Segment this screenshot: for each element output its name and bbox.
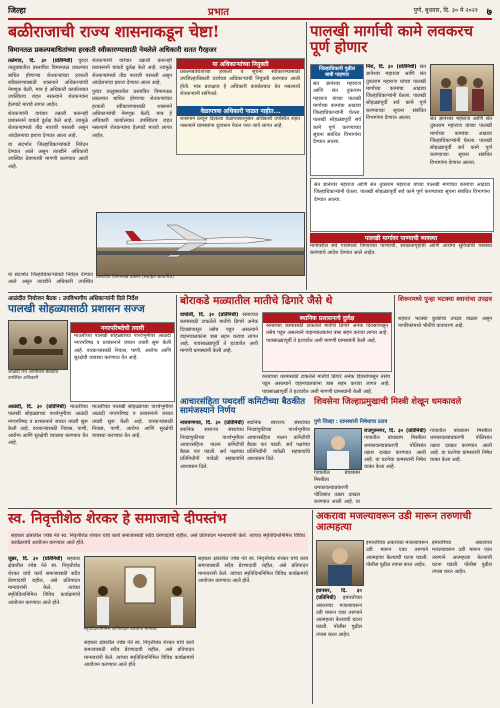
story7-byline: जुन्नर, दि. ३० (प्रतिनिधी) bbox=[8, 556, 63, 562]
story2-col2: संत ज्ञानेश्वर महाराज आणि संत तुकाराम महाराज यांच्या पालखी मार्गाच्या कामांचा आढावा जिल्हाधिकाऱ्यांनी घेतला. पालखी सोहळ्यापूर्वी सर्व कामे पूर्ण करण्याच्या सूचना संबंधित विभागांना देण्यात आल्या. bbox=[430, 116, 492, 166]
story1-box2-text: शासनाने ठरवून दिलेल्या वेळापत्रकानुसार अधिकारी उपस्थित राहत नसल्याने ग्रामस्थांना दूरवरून येऊन परत जावे लागत आहे. bbox=[180, 116, 300, 130]
story1-body3: या संदर्भात जिल्हाधिकाऱ्यांकडे निवेदन देण्यात आले असून तातडीने अधिकारी उपस्थित ठेवण्याची मागणी करण्यात आली आहे. bbox=[8, 141, 88, 170]
issue-date: पुणे, बुधवार, दि. ३० मे २०२१ bbox=[413, 7, 478, 14]
story7-body: सहकार क्षेत्रातील ज्येष्ठ नेते स्व. निवृत्तीशेठ शेरकर यांचे कार्य समाजासाठी सदैव प्रेरणादायी राहील, असे प्रतिपादन मान्यवरांनी केले. त्यांच्या स्मृतिदिनानिमित्त विविध कार्यक्रमांचे आयोजन करण्यात आले होते. bbox=[8, 556, 80, 606]
story1-box-title: या अधिकाऱ्यांच्या नियुक्ती bbox=[177, 59, 304, 69]
story2-side-box bbox=[310, 64, 364, 176]
story6-col2: गावातील बांधकाम मिस्त्रीला धमकावल्याप्रकरणी पोलिसांत तक्रार दाखल करण्यात आली आहे. या घटनेचा ग्रामस्थांनी निषेध व्यक्त केला आहे. bbox=[430, 428, 492, 463]
story7-photo bbox=[84, 556, 196, 628]
portrait-icon bbox=[315, 429, 361, 469]
story6-byline: राजगुरुनगर, दि. ३० (प्रतिनिधी) bbox=[364, 428, 426, 434]
story6-kicker: पुणे जिल्हा : ग्रामस्थांनी निषेधाचा ठराव bbox=[314, 419, 388, 425]
story5-body: स्थानिक स्वराज्य संस्थांच्या निवडणुकीच्या पार्श्वभूमीवर आचारसंहिता पालन कमिटीची बैठक पार पडली. सर्व पक्षांच्या प्रतिनिधींनी यावेळी सहकार्याचे आश्वासन दिले. bbox=[180, 427, 244, 470]
story1-tail: या संदर्भात जिल्हाधिकाऱ्यांकडे निवेदन देण्यात आले असून तातडीने अधिकारी उपस्थित bbox=[8, 272, 93, 286]
column-divider-3 bbox=[394, 295, 395, 393]
story4-box-text: रस्त्याच्या कामासाठी टाकलेले मातीचे ढिगारे अनेक दिवसांपासून तसेच पडून असल्याने वाहनचालकांना त्रास सहन करावा लागत आहे. पावसाळ्यापूर्वी ते हटवावेत अशी मागणी ग्रामस्थांनी केली आहे. bbox=[266, 323, 388, 344]
story2-box3-text: मार्गावरील सर्व गावांमध्ये पिण्याच्या पाण्याची, स्वच्छतागृहांची आणि आरोग्य सुविधांची व्यवस्था करण्याचे आदेश देण्यात आले आहेत. bbox=[310, 243, 492, 257]
airport-photo-caption: प्रस्तावित विमानतळ प्रकल्प (संग्रहित छायाचित्र) bbox=[96, 275, 174, 280]
story1-headline: बळीराजाची राज्य शासनाकडून चेष्टा! bbox=[8, 22, 220, 41]
story1-body2: शेतकऱ्यांनी वारंवार तक्रारी करूनही प्रशासनाने याकडे दुर्लक्ष केले आहे. त्यामुळे शेतकऱ्यांमध्ये तीव्र नाराजी पसरली असून आंदोलनाचा इशारा देण्यात आला आहे. bbox=[8, 110, 88, 139]
story1-col1 bbox=[8, 58, 88, 268]
story7-col2: सहकार क्षेत्रातील ज्येष्ठ नेते स्व. निवृत्तीशेठ शेरकर यांचे कार्य समाजासाठी सदैव प्रेरणादायी राहील, असे प्रतिपादन मान्यवरांनी केले. त्यांच्या स्मृतिदिनानिमित्त विविध कार्यक्रमांचे आयोजन करण्यात आले होते. bbox=[198, 556, 308, 584]
story3-box-text: माउलींच्या पालखी सोहळ्याच्या पार्श्वभूमीवर आळंदी नगरपरिषद व प्रशासनाने जय्यत तयारी सुरू केली आहे. वारकऱ्यांसाठी निवास, पाणी, आरोग्य आणि सुरक्षेची व्यवस्था करण्यात येत आहे. bbox=[74, 333, 171, 361]
story6-photo bbox=[314, 428, 362, 470]
story7-highlight-text: सहकार क्षेत्रातील ज्येष्ठ नेते स्व. निवृत्तीशेठ शेरकर यांचे कार्य समाजासाठी सदैव प्रेरणादायी राहील, असे प्रतिपादन मान्यवरांनी केले. त्यांच्या स्मृतिदिनानिमित्त विविध कार्यक्रमांचे आयोजन करण्यात आले होते. bbox=[11, 533, 305, 547]
story8-col2: इमारतीच्या अकराव्या मजल्यावरून उडी मारून एका तरुणाने आत्महत्या केल्याची घटना घडली. पोलीस पुढील तपास करत आहेत. bbox=[432, 540, 492, 575]
story1-byline: तळेगाव, दि. ३० (प्रतिनिधी) bbox=[8, 58, 73, 64]
story4-box-title: स्थानिक प्रशासनाचे दुर्लक्ष bbox=[263, 313, 391, 323]
story8-col1: इमारतीच्या अकराव्या मजल्यावरून उडी मारून एका तरुणाने आत्महत्या केल्याची घटना घडली. पोलीस पुढील तपास करत आहेत. bbox=[366, 540, 428, 568]
story3-col2: माउलींच्या पालखी सोहळ्याच्या पार्श्वभूमीवर आळंदी नगरपरिषद व प्रशासनाने जय्यत तयारी सुरू केली आहे. वारकऱ्यांसाठी निवास, पाणी, आरोग्य आणि सुरक्षेची व्यवस्था करण्यात येत आहे. bbox=[92, 404, 173, 439]
story5-byline: नारायणगाव, दि. ३० (प्रतिनिधी) bbox=[180, 420, 244, 426]
column-divider-4 bbox=[312, 510, 313, 704]
story7-headline: स्व. निवृत्तीशेठ शेरकर हे समाजाचे दीपस्तंभ bbox=[8, 511, 227, 527]
airport-photo bbox=[96, 212, 305, 276]
story4-col1 bbox=[180, 312, 258, 392]
story7-caption: स्मृतिदिनानिमित्त अभिवादन करताना मान्यवर bbox=[84, 627, 157, 632]
story1-subhead: विमानतळ प्रकल्पबाधितांच्या हरकती स्वीकारण्यासाठी नेमलेले अधिकारी सतत गैरहजर bbox=[8, 46, 217, 54]
story3-col1 bbox=[8, 404, 88, 504]
story1-box2-title: वेळापत्रक अधिकारी पाळत नाहीत... bbox=[177, 106, 304, 116]
people-icon bbox=[431, 65, 493, 115]
story1-box-text: प्रकल्पबाधितांच्या हरकती व सूचना स्वीकारण्यासाठी उपजिल्हाधिकारी दर्जाच्या अधिकाऱ्यांची नियुक्ती करण्यात आली होती. मात्र प्रत्यक्षात हे अधिकारी कार्यालयात येत नसल्याचे शेतकऱ्यांनी सांगितले. bbox=[180, 69, 300, 97]
story4-body: रस्त्याच्या कामासाठी टाकलेले मातीचे ढिगारे अनेक दिवसांपासून तसेच पडून असल्याने वाहनचालकांना त्रास सहन करावा लागत आहे. पावसाळ्यापूर्वी ते हटवावेत अशी मागणी ग्रामस्थांनी केली आहे. bbox=[180, 312, 258, 355]
story5-col1 bbox=[180, 420, 244, 504]
story3-caption: आळंदी येथे आयोजित बैठकीत उपस्थित अधिकारी bbox=[8, 370, 59, 381]
story4-byline: वाघोली, दि. ३० (प्रतिनिधी) bbox=[180, 312, 239, 318]
masthead bbox=[8, 4, 492, 20]
story2-box-title: जिल्हाधिकारी पुढील बाबी पाहणार bbox=[311, 65, 363, 79]
row-divider-2 bbox=[8, 508, 492, 509]
story9-headline: शिरूरमध्ये पुन्हा भटक्या श्वानांचा उपद्रव bbox=[398, 295, 492, 303]
story2-body: संत ज्ञानेश्वर महाराज आणि संत तुकाराम महाराज यांच्या पालखी मार्गाच्या कामांचा आढावा जिल्हाधिकाऱ्यांनी घेतला. पालखी सोहळ्यापूर्वी सर्व कामे पूर्ण करण्याच्या सूचना संबंधित विभागांना देण्यात आल्या. bbox=[366, 64, 426, 121]
page-number: ७ bbox=[486, 7, 492, 18]
story4-col2: रस्त्याच्या कामासाठी टाकलेले मातीचे ढिगारे अनेक दिवसांपासून तसेच पडून असल्याने वाहनचालकांना त्रास सहन करावा लागत आहे. पावसाळ्यापूर्वी ते हटवावेत अशी मागणी ग्रामस्थांनी केली आहे. bbox=[262, 374, 390, 394]
story3-byline: आळंदी, दि. ३० (प्रतिनिधी) bbox=[8, 404, 67, 410]
story6-col1 bbox=[364, 428, 426, 504]
story5-col2: स्थानिक स्वराज्य संस्थांच्या निवडणुकीच्या पार्श्वभूमीवर आचारसंहिता पालन कमिटीची बैठक पार पडली. सर्व पक्षांच्या प्रतिनिधींनी यावेळी सहकार्याचे आश्वासन दिले. bbox=[247, 420, 310, 463]
column-divider bbox=[306, 22, 307, 290]
story1-col2 bbox=[92, 58, 172, 208]
row-divider-1 bbox=[8, 292, 492, 293]
story7-col1 bbox=[8, 556, 80, 702]
story2-headline: पालखी मार्गाची कामे लवकरच पूर्ण होणार bbox=[310, 22, 474, 56]
paper-logo: प्रभात bbox=[208, 7, 230, 18]
column-divider-2 bbox=[176, 295, 177, 505]
story2-byline: निरा, दि. ३० (प्रतिनिधी) bbox=[366, 64, 417, 70]
story2-box3-title: पालखी मार्गावर पाण्याची व्यवस्था bbox=[310, 233, 492, 243]
story5-headline: आचारसंहिता पथदर्शी कमिटीच्या बैठकीत सामंजस्याने निर्णय bbox=[180, 397, 306, 416]
airplane-icon bbox=[97, 213, 304, 275]
story1-body1: पुरंदर तालुक्यातील प्रस्तावित विमानतळ प्रकल्पात बाधित होणाऱ्या शेतकऱ्यांच्या हरकती स्वीकारण्यासाठी शासनाने अधिकाऱ्यांची नेमणूक केली, मात्र हे अधिकारी कार्यालयात उपस्थितच राहत नसल्याने शेतकऱ्यांना हेलपाटे मारावे लागत आहेत. bbox=[8, 58, 88, 108]
story7-col3: सहकार क्षेत्रातील ज्येष्ठ नेते स्व. निवृत्तीशेठ शेरकर यांचे कार्य समाजासाठी सदैव प्रेरणादायी राहील, असे प्रतिपादन मान्यवरांनी केले. त्यांच्या स्मृतिदिनानिमित्त विविध कार्यक्रमांचे आयोजन करण्यात आले होते. bbox=[84, 640, 194, 668]
story2-col1 bbox=[366, 64, 426, 174]
officials-photo bbox=[430, 64, 494, 116]
story1-body1-cont: पुरंदर तालुक्यातील प्रस्तावित विमानतळ प्रकल्पात बाधित होणाऱ्या शेतकऱ्यांच्या हरकती स्वीकारण्यासाठी शासनाने अधिकाऱ्यांची नेमणूक केली, मात्र हे अधिकारी कार्यालयात उपस्थितच राहत नसल्याने शेतकऱ्यांना हेलपाटे मारावे लागत आहेत. bbox=[92, 89, 172, 139]
story7-highlight-band bbox=[8, 530, 308, 552]
section-label: जिल्हा bbox=[8, 6, 26, 15]
story4-box bbox=[262, 312, 392, 372]
story8-col0 bbox=[316, 588, 362, 702]
story8-photo bbox=[316, 540, 364, 586]
story3-box bbox=[70, 322, 175, 402]
story1-body2-cont: शेतकऱ्यांनी वारंवार तक्रारी करूनही प्रशासनाने याकडे दुर्लक्ष केले आहे. त्यामुळे शेतकऱ्यांमध्ये तीव्र नाराजी पसरली असून आंदोलनाचा इशारा देण्यात आला आहे. bbox=[92, 58, 172, 86]
story2-box-text: संत ज्ञानेश्वर महाराज आणि संत तुकाराम महाराज यांच्या पालखी मार्गाच्या कामांचा आढावा जिल्हाधिकाऱ्यांनी घेतला. पालखी सोहळ्यापूर्वी सर्व कामे पूर्ण करण्याच्या सूचना संबंधित विभागांना देण्यात आल्या. bbox=[313, 81, 361, 145]
story2-bullets bbox=[310, 178, 494, 232]
story9-body: शहरात भटक्या कुत्र्यांचा उपद्रव वाढला असून नागरिकांमध्ये भीतीचे वातावरण आहे. bbox=[398, 316, 492, 330]
story3-box-title: नगरपरिषदेची तयारी bbox=[71, 323, 174, 333]
ceremony-icon bbox=[85, 557, 195, 627]
story1-info-box bbox=[176, 58, 305, 155]
portrait-icon bbox=[317, 541, 363, 585]
story8-byline: हडपसर, दि. ३० (प्रतिनिधी) bbox=[316, 588, 362, 602]
story8-headline: अकरावा मजल्यावरून उडी मारून तरुणाची आत्महत्या bbox=[316, 511, 472, 533]
story3-body: माउलींच्या पालखी सोहळ्याच्या पार्श्वभूमीवर आळंदी नगरपरिषद व प्रशासनाने जय्यत तयारी सुरू केली आहे. वारकऱ्यांसाठी निवास, पाणी, आरोग्य आणि सुरक्षेची व्यवस्था करण्यात येत आहे. bbox=[8, 404, 88, 447]
story6-col0: गावातील बांधकाम मिस्त्रीला धमकावल्याप्रकरणी पोलिसांत तक्रार दाखल करण्यात आली आहे. या bbox=[314, 470, 360, 504]
story4-headline: बोराकडे मळ्यातील मातीचे ढिगारे जैसे थे bbox=[180, 295, 333, 307]
story6-body: गावातील बांधकाम मिस्त्रीला धमकावल्याप्रकरणी पोलिसांत तक्रार दाखल करण्यात आली आहे. या घटनेचा ग्रामस्थांनी निषेध व्यक्त केला आहे. bbox=[364, 435, 426, 471]
story8-body: इमारतीच्या अकराव्या मजल्यावरून उडी मारून एका तरुणाने आत्महत्या केल्याची घटना घडली. पोलीस पुढील तपास करत आहेत. bbox=[316, 595, 362, 638]
story3-kicker: आळंदीत नियोजन बैठक : उपविभागीय अधिकाऱ्यांनी दिले निर्देश bbox=[8, 296, 139, 302]
meeting-icon bbox=[9, 321, 67, 369]
story3-headline: पालखी सोहळ्यासाठी प्रशासन सज्ज bbox=[8, 303, 145, 315]
story6-headline: शिवसेना जिल्हाप्रमुखाची मिस्त्री शेखून धमकावले bbox=[314, 397, 462, 407]
story3-photo bbox=[8, 320, 68, 370]
story2-bullets-text: संत ज्ञानेश्वर महाराज आणि संत तुकाराम महाराज यांच्या पालखी मार्गाच्या कामांचा आढावा जिल्हाधिकाऱ्यांनी घेतला. पालखी सोहळ्यापूर्वी सर्व कामे पूर्ण करण्याच्या सूचना संबंधित विभागांना देण्यात आल्या. bbox=[314, 182, 490, 203]
